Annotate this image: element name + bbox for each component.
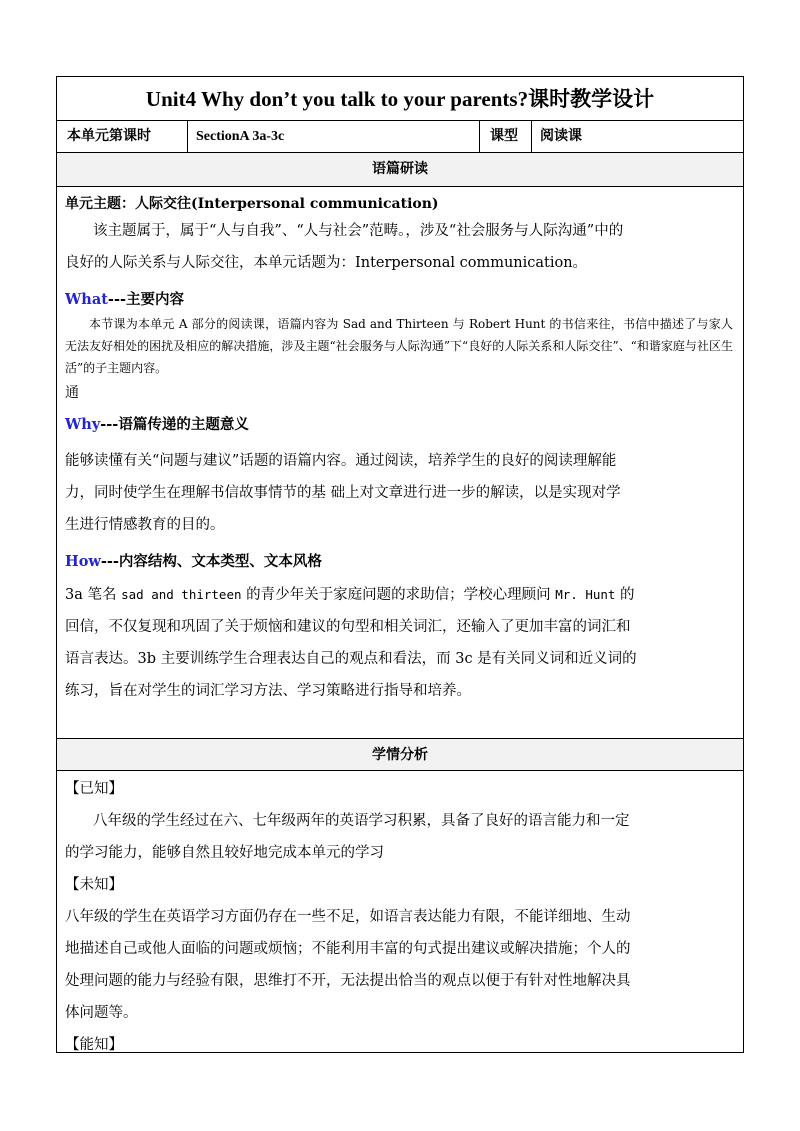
unknown-text-line2: 地描述自己或他人面临的问题或烦恼；不能利用丰富的句式提出建议或解决措施；个人的: [65, 941, 631, 957]
how-line1-part-a: 3a 笔名: [65, 587, 122, 603]
section-header-text-analysis: 语篇研读: [57, 153, 743, 187]
unknown-text-line3: 处理问题的能力与经验有限，思维打不开，无法提出恰当的观点以便于有针对性地解决具: [65, 973, 631, 989]
how-text-line2: 回信，不仅复现和巩固了关于烦恼和建议的句型和相关词汇，还输入了更加丰富的词汇和: [65, 619, 631, 635]
how-keyword: How: [65, 553, 101, 570]
how-line1-part-e: 的: [615, 587, 635, 603]
how-heading-rest: ---内容结构、文本类型、文本风格: [100, 553, 322, 570]
unknown-label: 【未知】: [65, 877, 123, 893]
what-text: 本节课为本单元 A 部分的阅读课，语篇内容为 Sad and Thirteen 与 Robert Hunt 的书信来往，书信中描述了与家人无法友好相处的困扰及相应的解决措施，涉及主题“社会服务与人际沟通”下“良好的人际关系和人际交往”、“和谐家庭与社区生活”的子主题内容。: [65, 317, 733, 375]
type-label: 课型: [480, 121, 532, 152]
known-label: 【已知】: [65, 781, 123, 797]
unknown-text-line4: 体问题等。: [65, 1005, 138, 1021]
known-text-line2: 的学习能力，能够自然且较好地完成本单元的学习: [65, 845, 384, 861]
able-label: 【能知】: [65, 1037, 123, 1053]
lesson-plan-table: [56, 76, 744, 1053]
how-line1-pen-name: sad and thirteen: [121, 587, 242, 602]
why-text-line2: 力，同时使学生在理解书信故事情节的基 础上对文章进行进一步的解读，以是实现对学: [65, 485, 621, 501]
why-text-line1: 能够读懂有关“问题与建议”话题的语篇内容。通过阅读，培养学生的良好的阅读理解能: [65, 453, 617, 469]
what-keyword: What: [65, 291, 108, 308]
unknown-text-line1: 八年级的学生在英语学习方面仍存在一些不足，如语言表达能力有限，不能详细地、生动: [65, 909, 631, 925]
how-heading: [65, 550, 733, 571]
info-row: [57, 121, 743, 153]
how-line1-part-c: 的青少年关于家庭问题的求助信；学校心理顾问: [241, 587, 556, 603]
page-title: Unit4 Why don’t you talk to your parents?课时教学设计: [145, 87, 655, 111]
section-header-student-analysis: 学情分析: [57, 738, 743, 771]
how-text-line4: 练习，旨在对学生的词汇学习方法、学习策略进行指导和培养。: [65, 683, 471, 699]
why-keyword: Why: [65, 416, 101, 433]
how-line1-counselor: Mr. Hunt: [555, 587, 616, 602]
type-value: 阅读课: [540, 128, 582, 144]
theme-text-line1: 该主题属于，属于“人与自我”、“人与社会”范畴。，涉及“社会服务与人际沟通”中的: [93, 223, 624, 239]
theme-text-line2: 良好的人际关系与人际交往，本单元话题为：Interpersonal communication。: [65, 255, 588, 271]
known-text-line1: 八年级的学生经过在六、七年级两年的英语学习积累，具备了良好的语言能力和一定: [93, 813, 630, 829]
unit-value: SectionA 3a-3c: [188, 121, 480, 152]
title-row: [57, 77, 743, 121]
what-stray-char: 通: [65, 385, 79, 401]
what-heading-rest: ---主要内容: [107, 291, 184, 308]
why-text-line3: 生进行情感教育的目的。: [65, 517, 225, 533]
how-text-line3: 语言表达。3b 主要训练学生合理表达自己的观点和看法，而 3c 是有关同义词和近义词的: [65, 651, 637, 667]
what-heading: [65, 288, 733, 309]
why-heading-rest: ---语篇传递的主题意义: [100, 416, 249, 433]
theme-heading: 单元主题：人际交往(Interpersonal communication): [65, 196, 439, 212]
unit-label: 本单元第课时: [57, 121, 188, 152]
text-analysis-content: [57, 187, 743, 738]
how-text-line1: [65, 579, 733, 611]
why-heading: [65, 413, 733, 434]
